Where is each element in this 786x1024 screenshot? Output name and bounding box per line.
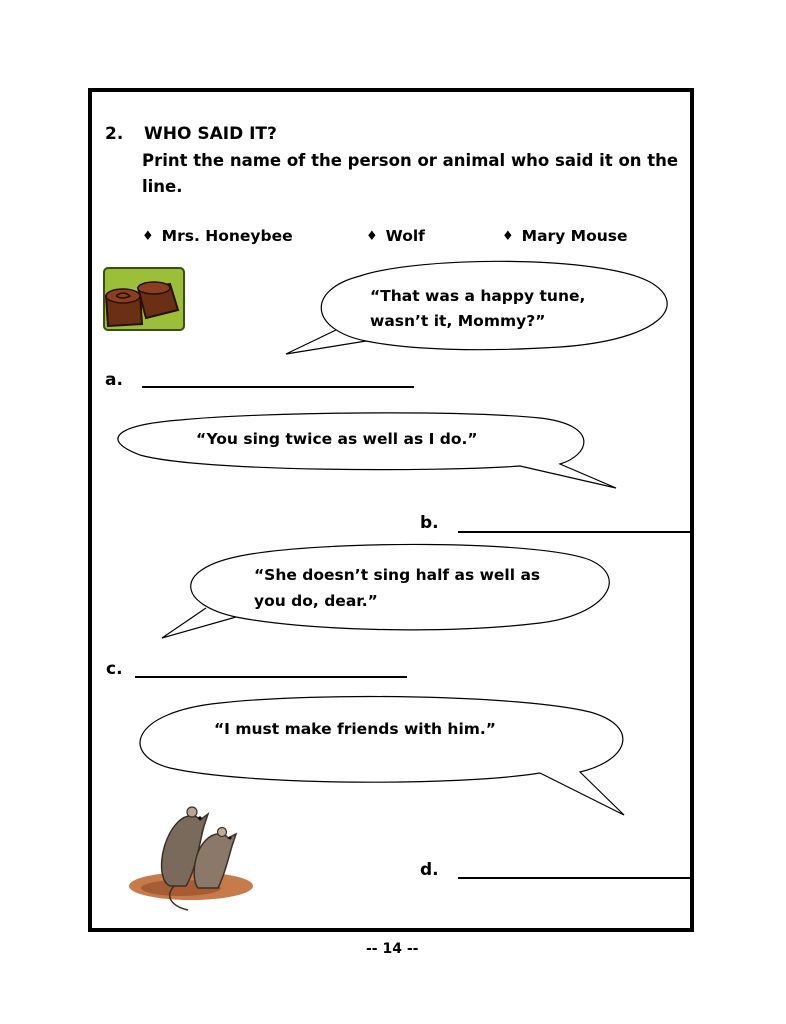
quote-a-line-2: wasn’t it, Mommy?” [370,312,546,330]
page-number: -- 14 -- [366,941,419,957]
answer-d-line[interactable] [458,877,690,879]
answer-c-label: c. [106,659,123,679]
diamond-bullet-icon: ♦ [366,229,378,244]
quote-c-line-1: “She doesn’t sing half as well as [254,566,541,584]
quote-b-line-1: “You sing twice as well as I do.” [196,430,478,448]
answer-a-label: a. [105,370,123,390]
answer-b-label: b. [420,513,439,533]
question-number: 2. [105,124,124,144]
choice-label: Wolf [385,227,425,245]
mice-icon [126,800,256,912]
instruction-line-2: line. [142,177,183,196]
quote-a-line-1: “That was a happy tune, [370,287,586,305]
diamond-bullet-icon: ♦ [502,229,514,244]
choice-label: Mrs. Honeybee [161,227,293,245]
quote-c-line-2: you do, dear.” [254,592,378,610]
diamond-bullet-icon: ♦ [142,229,154,244]
instruction-line-1: Print the name of the person or animal who said it on the [142,151,679,170]
question-title: WHO SAID IT? [144,124,277,144]
choice-label: Mary Mouse [521,227,628,245]
answer-d-label: d. [420,860,439,880]
quote-d-line-1: “I must make friends with him.” [214,720,496,738]
